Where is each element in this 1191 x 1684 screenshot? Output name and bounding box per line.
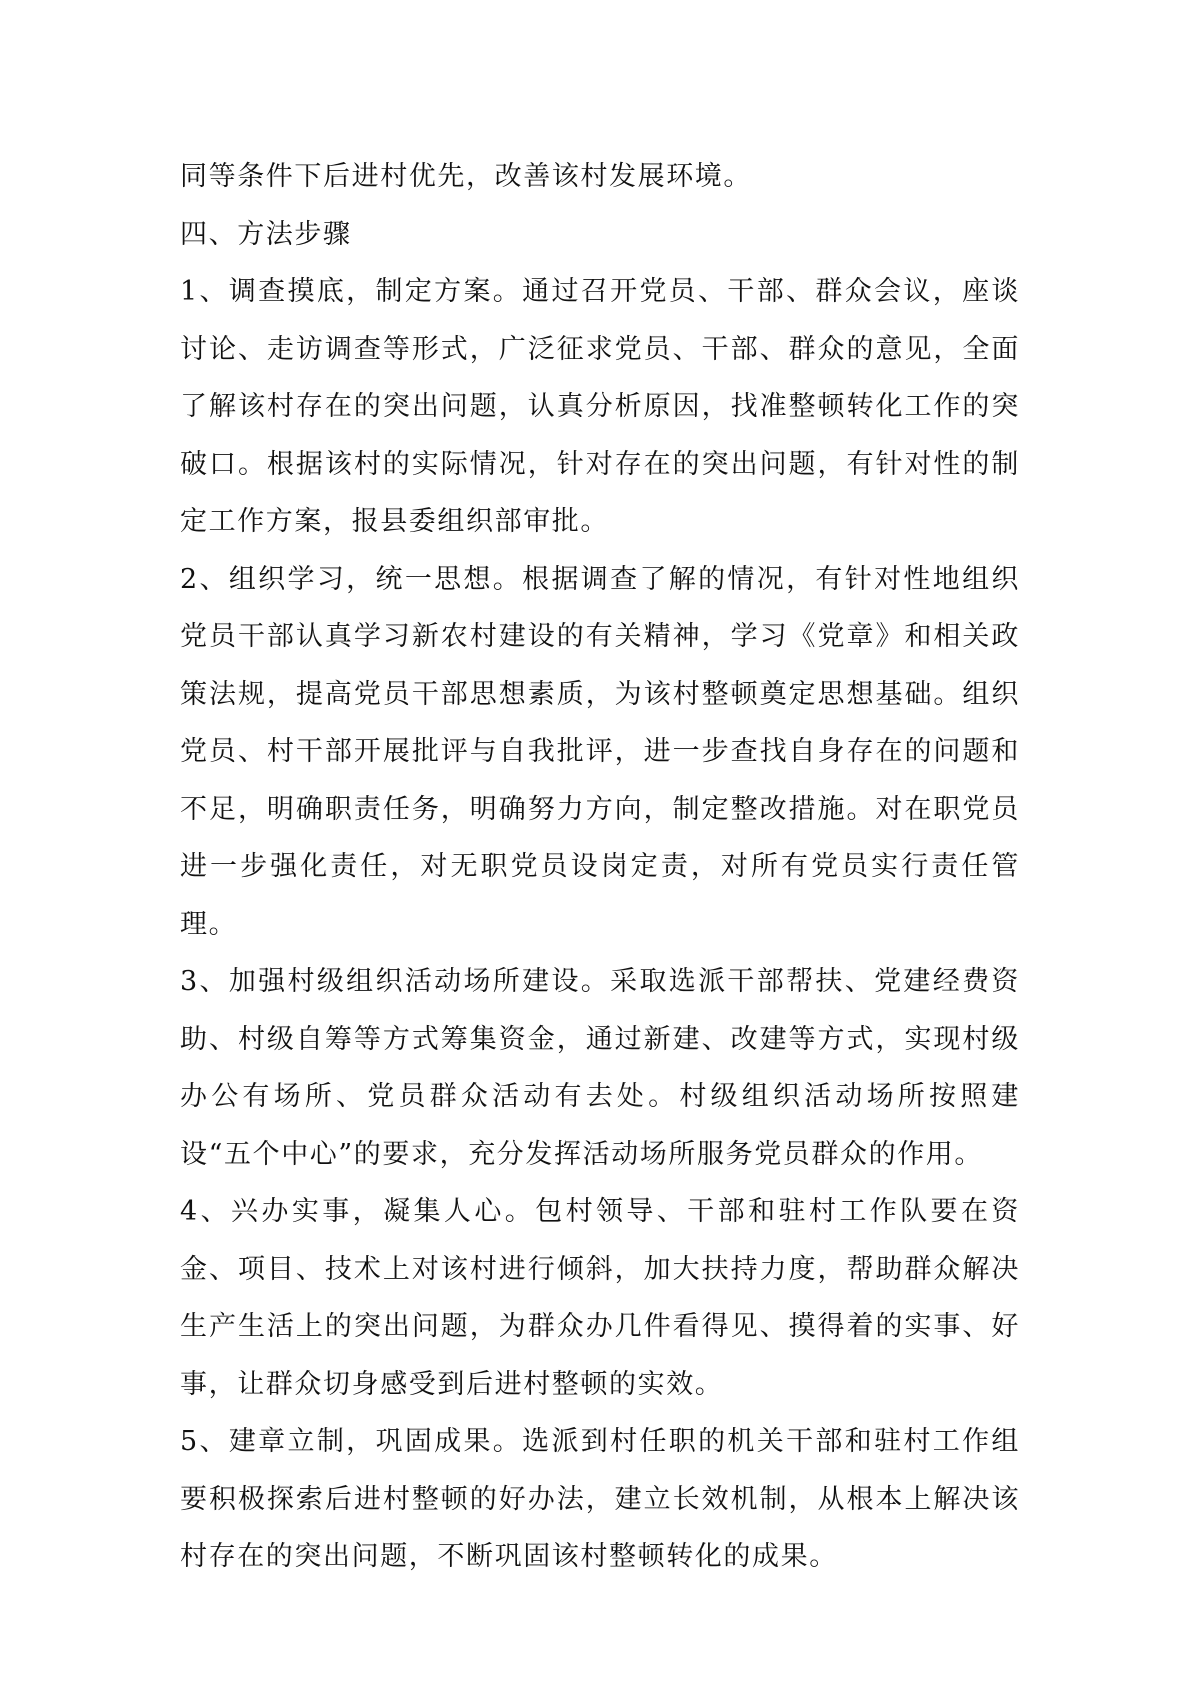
paragraph-step-1: 1、调查摸底，制定方案。通过召开党员、干部、群众会议，座谈讨论、走访调查等形式，广泛征求党员、干部、群众的意见，全面了解该村存在的突出问题，认真分析原因，找准整顿转化工作的突破口。根据该村的实际情况，针对存在的突出问题，有针对性的制定工作方案，报县委组织部审批。 [180,276,1020,537]
paragraph-step-4: 4、兴办实事，凝集人心。包村领导、干部和驻村工作队要在资金、项目、技术上对该村进行倾斜，加大扶持力度，帮助群众解决生产生活上的突出问题，为群众办几件看得见、摸得着的实事、好事，让群众切身感受到后进村整顿的实效。 [180,1196,1020,1400]
paragraph-step-2: 2、组织学习，统一思想。根据调查了解的情况，有针对性地组织党员干部认真学习新农村建设的有关精神，学习《党章》和相关政策法规，提高党员干部思想素质，为该村整顿奠定思想基础。组织党员、村干部开展批评与自我批评，进一步查找自身存在的问题和不足，明确职责任务，明确努力方向，制定整改措施。对在职党员进一步强化责任，对无职党员设岗定责，对所有党员实行责任管理。 [180,563,1020,940]
paragraph-continuation: 同等条件下后进村优先，改善该村发展环境。 [180,161,752,192]
paragraph-step-5: 5、建章立制，巩固成果。选派到村任职的机关干部和驻村工作组要积极探索后进村整顿的好办法，建立长效机制，从根本上解决该村存在的突出问题，不断巩固该村整顿转化的成果。 [180,1426,1020,1572]
section-heading-methods: 四、方法步骤 [180,218,352,250]
document-body [180,148,1020,1586]
paragraph-step-3: 3、加强村级组织活动场所建设。采取选派干部帮扶、党建经费资助、村级自筹等方式筹集资金，通过新建、改建等方式，实现村级办公有场所、党员群众活动有去处。村级组织活动场所按照建设“五个中心”的要求，充分发挥活动场所服务党员群众的作用。 [180,966,1020,1170]
